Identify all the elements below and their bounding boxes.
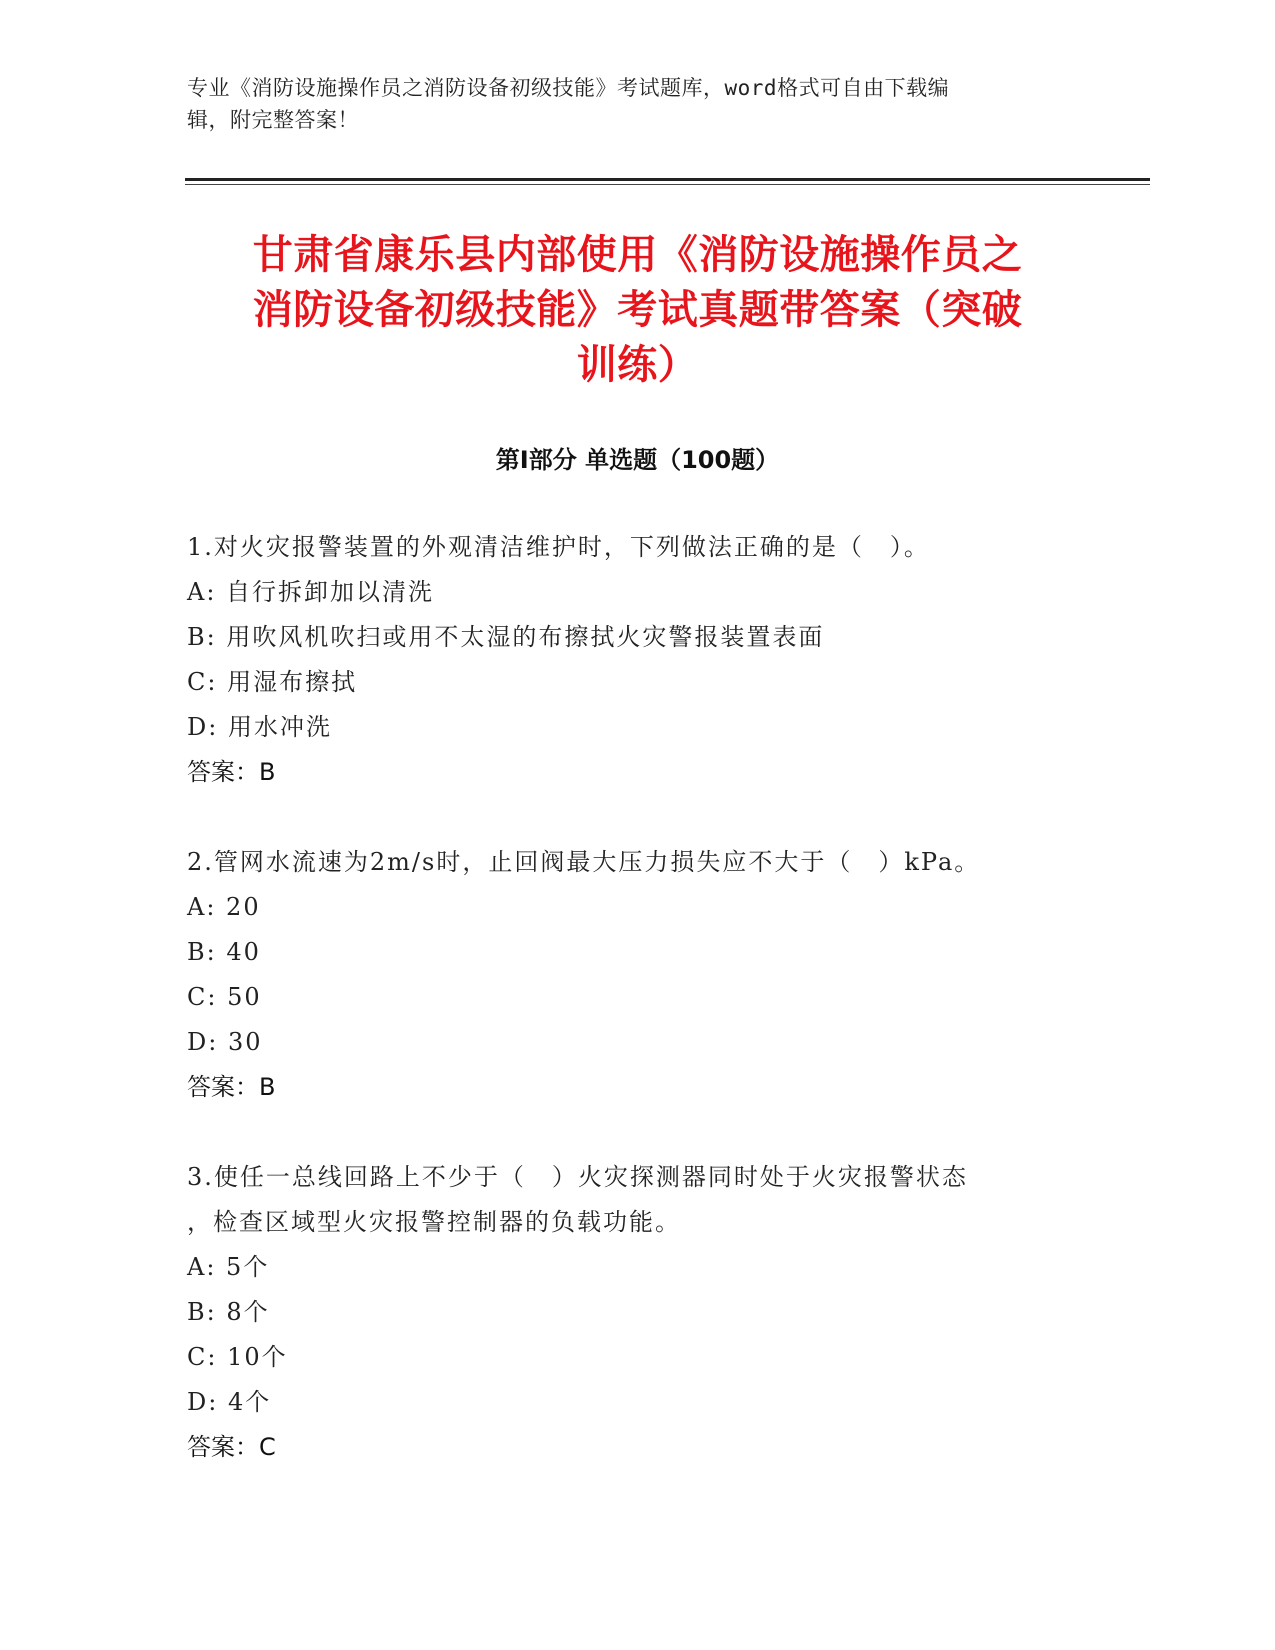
option-b: B: 40: [187, 938, 261, 966]
header-note-line: 专业《消防设施操作员之消防设备初级技能》考试题库，word格式可自由下载编: [187, 76, 950, 100]
answer: 答案：B: [187, 758, 276, 786]
option-d: D: 30: [187, 1028, 263, 1056]
header-rule-thin: [185, 184, 1150, 185]
option-d: D: 4个: [187, 1388, 272, 1416]
question-stem-continued: ，检查区域型火灾报警控制器的负载功能。: [187, 1208, 681, 1236]
question-3: [187, 1155, 1087, 1470]
question-1: [187, 525, 1087, 795]
title-line: 训练）: [576, 342, 699, 388]
question-stem: 2.管网水流速为2m/s时，止回阀最大压力损失应不大于（ ）kPa。: [187, 848, 981, 876]
option-a: A: 5个: [187, 1253, 270, 1281]
answer: 答案：B: [187, 1073, 276, 1101]
answer: 答案：C: [187, 1433, 276, 1461]
option-b: B: 用吹风机吹扫或用不太湿的布擦拭火灾警报装置表面: [187, 623, 825, 651]
header-note-line: 辑，附完整答案！: [187, 108, 359, 132]
option-a: A: 自行拆卸加以清洗: [187, 578, 435, 606]
option-b: B: 8个: [187, 1298, 270, 1326]
header-rule-thick: [185, 178, 1150, 181]
option-a: A: 20: [187, 893, 261, 921]
question-stem: 3.使任一总线回路上不少于（ ）火灾探测器同时处于火灾报警状态: [187, 1163, 968, 1191]
option-c: C: 用湿布擦拭: [187, 668, 358, 696]
option-d: D: 用水冲洗: [187, 713, 332, 741]
question-stem: 1.对火灾报警装置的外观清洁维护时，下列做法正确的是（ ）。: [187, 533, 930, 561]
document-title: [150, 228, 1125, 393]
question-2: [187, 840, 1087, 1110]
option-c: C: 10个: [187, 1343, 288, 1371]
option-c: C: 50: [187, 983, 262, 1011]
title-line: 消防设备初级技能》考试真题带答案（突破: [252, 287, 1023, 333]
title-line: 甘肃省康乐县内部使用《消防设施操作员之: [252, 232, 1023, 278]
section-heading: 第Ⅰ部分 单选题（100题）: [495, 446, 780, 474]
header-note: [187, 72, 1087, 136]
